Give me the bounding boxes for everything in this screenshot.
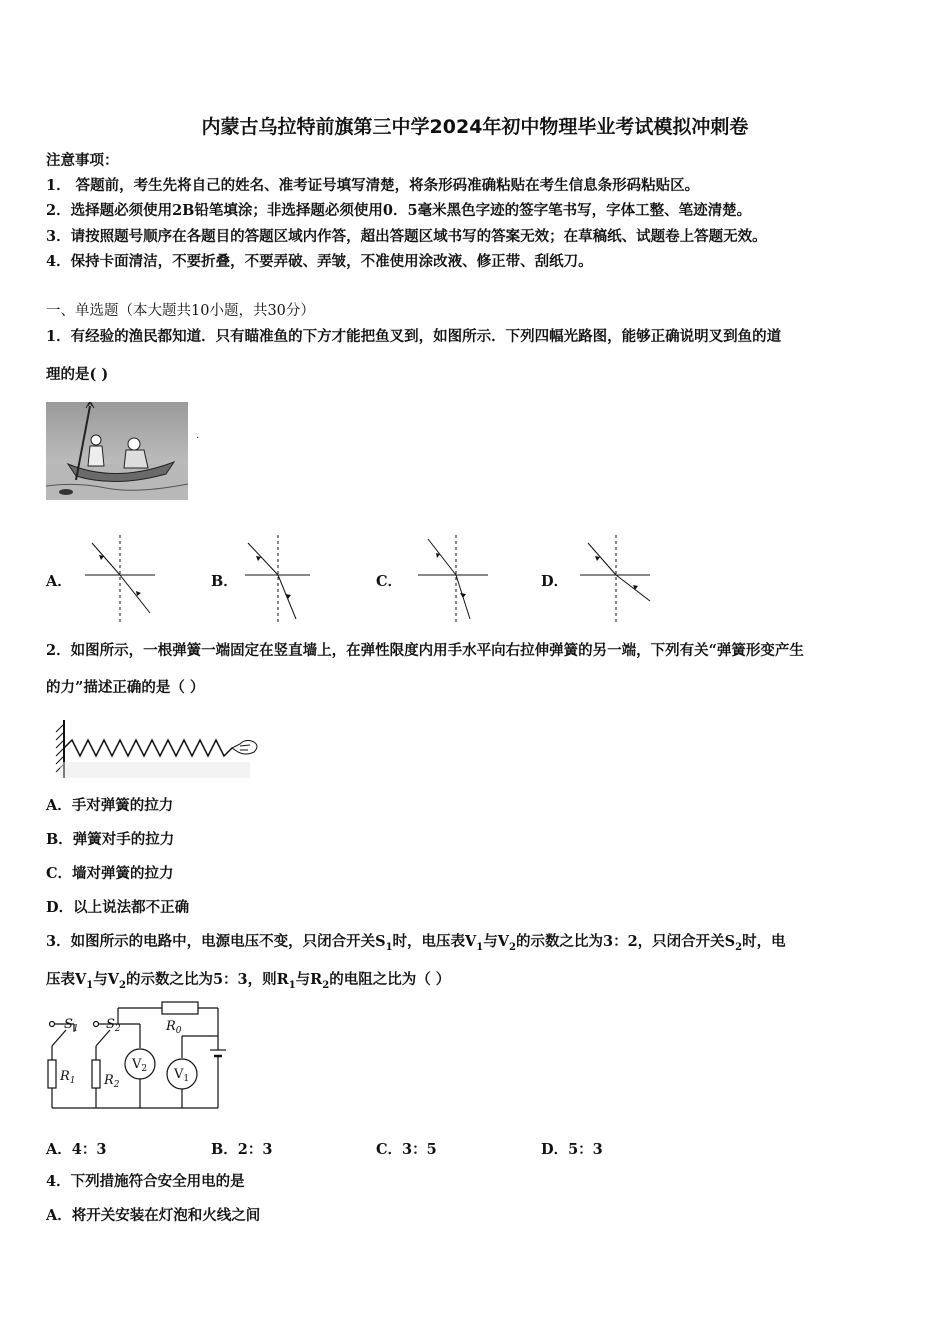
notice-item: 1． 答题前，考生先将自己的姓名、准考证号填写清楚，将条形码准确粘贴在考生信息条形码粘贴区。 [46,177,700,194]
q2-option-c[interactable]: C．墙对弹簧的拉力 [46,865,174,882]
ray-diagram-b [240,535,320,623]
q4-option-a[interactable]: A．将开关安装在灯泡和火线之间 [46,1207,261,1224]
ray-diagram-c [418,535,498,623]
q1-stem-line1: 1．有经验的渔民都知道．只有瞄准鱼的下方才能把鱼叉到，如图所示．下列四幅光路图，能够正确说明叉到鱼的道 [46,328,782,345]
notice-heading: 注意事项： [46,152,119,169]
circuit-label-v2: $V_2$ [132,1057,148,1074]
notice-item: 3．请按照题号顺序在各题目的答题区域内作答，超出答题区域书写的答案无效；在草稿纸、试题卷上答题无效。 [46,228,767,245]
notice-item: 4．保持卡面清洁，不要折叠，不要弄破、弄皱，不准使用涂改液、修正带、刮纸刀。 [46,253,593,270]
circuit-label-r2: $R_2$ [104,1073,120,1090]
circuit-label-s1: $S_1$ [64,1017,79,1034]
q1-stem-line2: 理的是( ) [46,366,109,383]
q1-option-a[interactable]: A． [46,573,72,590]
q3-option-a[interactable]: A．4：3 [46,1141,107,1158]
ray-diagram-d [580,535,660,623]
section-heading: 一、单选题（本大题共10小题，共30分） [46,303,315,319]
circuit-label-r0: $R_0$ [166,1019,182,1036]
q2-stem-line1: 2．如图所示，一根弹簧一端固定在竖直墙上，在弹性限度内用手水平向右拉伸弹簧的另一端，下列有关“弹簧形变产生 [46,642,804,659]
q1-option-d[interactable]: D． [541,573,569,590]
q3-stem-line2: 压表$V_1$与$V_2$的示数之比为5：3，则$R_1$与$R_2$的电阻之比为（ ） [46,971,451,991]
spring-diagram [50,718,265,780]
circuit-label-r1: $R_1$ [60,1069,76,1086]
q2-option-a[interactable]: A．手对弹簧的拉力 [46,797,174,814]
q2-option-b[interactable]: B．弹簧对手的拉力 [46,831,175,848]
q3-option-c[interactable]: C．3：5 [376,1141,437,1158]
page-title: 内蒙古乌拉特前旗第三中学2024年初中物理毕业考试模拟冲刺卷 [201,116,749,138]
q3-stem-line1: 3．如图所示的电路中，电源电压不变，只闭合开关$S_1$时，电压表$V_1$与$V_2$的示数之比为3：2，只闭合开关$S_2$时，电 [46,933,786,953]
ray-diagram-a [80,535,160,623]
circuit-diagram [44,1000,234,1115]
q3-option-d[interactable]: D．5：3 [541,1141,603,1158]
q3-option-b[interactable]: B．2：3 [211,1141,273,1158]
q2-stem-line2: 的力”描述正确的是（ ） [46,679,205,696]
circuit-label-v1: $V_1$ [174,1067,190,1084]
circuit-label-s2: $S_2$ [106,1017,121,1034]
q1-option-b[interactable]: B． [211,573,238,590]
fishermen-illustration [46,402,196,502]
q4-stem: 4．下列措施符合安全用电的是 [46,1173,245,1190]
q1-option-c[interactable]: C． [376,573,403,590]
notice-item: 2．选择题必须使用2B铅笔填涂；非选择题必须使用0．5毫米黑色字迹的签字笔书写，字体工整、笔迹清楚。 [46,202,752,219]
q2-option-d[interactable]: D．以上说法都不正确 [46,899,190,916]
